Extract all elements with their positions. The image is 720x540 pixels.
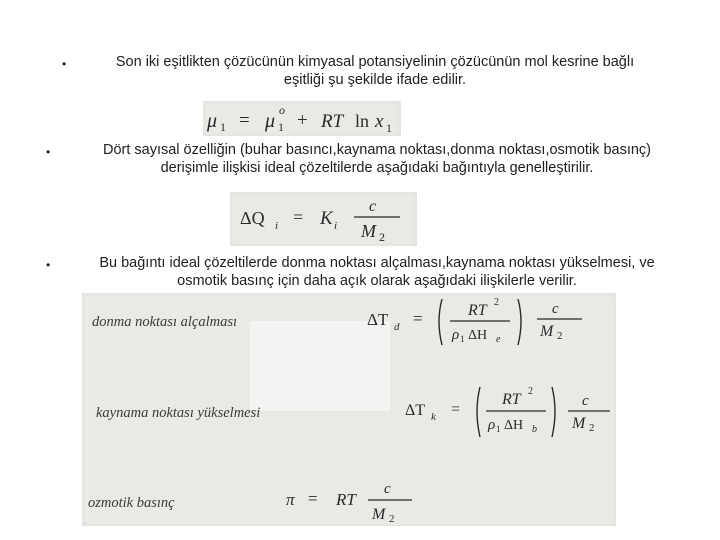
bullet-2-line-2: derişimle ilişkisi ideal çözeltilerde aşağıdaki bağıntıyla genelleştirilir.	[160, 160, 594, 176]
chemical-potential-equation	[203, 101, 401, 136]
freezing-delta-h: ΔH	[468, 328, 488, 343]
boiling-rt: RT	[502, 391, 521, 408]
ln-operator: ln	[355, 111, 370, 131]
freezing-h-subscript: e	[496, 334, 501, 345]
freezing-m-subscript: 2	[557, 330, 563, 342]
freezing-equals: =	[413, 309, 423, 328]
equals-sign: =	[239, 110, 250, 131]
x-variable: x	[375, 111, 384, 132]
freezing-c: c	[552, 301, 559, 317]
freezing-rho-subscript: 1	[460, 334, 465, 344]
freezing-rt: RT	[468, 302, 487, 319]
delta-q-subscript: i	[275, 220, 279, 232]
bullet-marker-1: •	[62, 57, 67, 71]
osmotic-pi: π	[286, 490, 295, 509]
freezing-rho: ρ	[452, 327, 460, 343]
freezing-m: M	[540, 323, 554, 340]
osmotic-equals: =	[308, 489, 318, 508]
delta-q-symbol: ΔQ	[240, 208, 265, 228]
boiling-left-paren	[477, 387, 480, 437]
bullet-1-line-2: eşitliği şu şekilde ifade edilir.	[283, 72, 467, 88]
denominator-m: M	[361, 221, 376, 241]
freezing-subscript: d	[394, 321, 400, 333]
bullet-marker-2: •	[46, 145, 51, 159]
equals-sign: =	[293, 207, 304, 227]
osmotic-m: M	[372, 506, 386, 523]
boiling-equals: =	[451, 401, 461, 418]
boiling-subscript: k	[431, 411, 436, 423]
osmotic-m-subscript: 2	[389, 513, 395, 525]
denominator-subscript: 2	[379, 230, 385, 244]
freezing-right-paren	[518, 299, 521, 345]
k-subscript: i	[334, 220, 338, 232]
boiling-right-paren	[552, 387, 555, 437]
boiling-delta-h: ΔH	[504, 418, 524, 433]
freezing-rt-square: 2	[494, 297, 499, 308]
mu1o-subscript: 1	[278, 120, 284, 134]
mu1-symbol: μ	[207, 110, 218, 132]
bullet-1-line-1: Son iki eşitlikten çözücünün kimyasal potansiyelinin çözücünün mol kesrine bağlı	[115, 54, 635, 70]
boiling-m-subscript: 2	[589, 422, 595, 434]
numerator-c: c	[369, 198, 377, 215]
plus-sign: +	[297, 110, 308, 131]
bullet-2-line-1: Dört sayısal özelliğin (buhar basıncı,kaynama noktası,donma noktası,osmotik basınç)	[102, 142, 652, 158]
rt-term: RT	[321, 111, 344, 132]
boiling-point-label: kaynama noktası yükselmesi	[96, 405, 261, 421]
boiling-delta-t: ΔT	[405, 402, 426, 419]
x-subscript: 1	[386, 121, 392, 135]
osmotic-rt: RT	[336, 490, 356, 509]
bullet-3-line-2: osmotik basınç için daha açık olarak aşağıdaki ilişkilerle verilir.	[177, 273, 577, 289]
bullet-text-2	[64, 141, 690, 177]
k-constant: K	[320, 208, 333, 229]
mu1o-symbol: μ	[265, 110, 276, 132]
freezing-point-label: donma noktası alçalması	[92, 314, 237, 330]
bullet-3-line-1: Bu bağıntı ideal çözeltilerde donma noktası alçalması,kaynama noktası yükselmesi, ve	[99, 255, 655, 271]
mu1-subscript: 1	[220, 120, 226, 134]
bullet-text-1	[80, 53, 670, 89]
freezing-left-paren	[439, 299, 442, 345]
boiling-rt-square: 2	[528, 386, 533, 397]
standard-state-superscript: o	[279, 103, 285, 117]
osmotic-c: c	[384, 481, 391, 497]
boiling-rho: ρ	[488, 417, 496, 433]
colligative-relations-block	[82, 293, 616, 526]
bullet-marker-3: •	[46, 258, 51, 272]
boiling-m: M	[572, 415, 586, 432]
bullet-text-3	[64, 254, 690, 290]
osmotic-pressure-label: ozmotik basınç	[88, 495, 175, 511]
freezing-delta-t: ΔT	[367, 310, 389, 329]
colligative-general-equation	[230, 192, 417, 246]
boiling-rho-subscript: 1	[496, 424, 501, 434]
boiling-h-subscript: b	[532, 424, 537, 435]
boiling-c: c	[582, 393, 589, 409]
washed-area	[250, 321, 390, 411]
